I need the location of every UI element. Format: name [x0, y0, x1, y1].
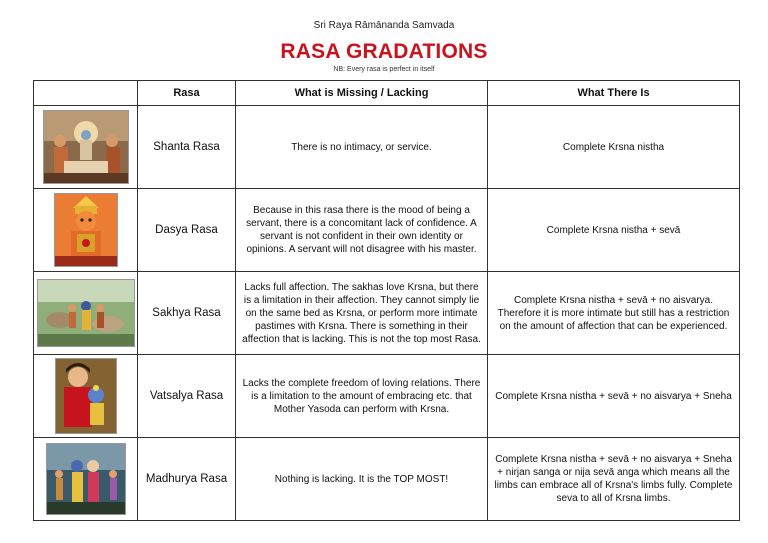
table-row [34, 272, 740, 355]
dasya-rasa-hanuman-painting-icon [54, 193, 118, 267]
column-header-image [34, 81, 138, 106]
has-text: Complete Krsna nistha [488, 106, 740, 189]
has-text: Complete Krsna nistha + sevā + no aisvarya. Therefore it is more intimate but still has a restriction on the amount of affection that can be experienced. [488, 272, 740, 355]
sakhya-rasa-cowherd-painting-icon [37, 279, 135, 347]
page-note: NB: Every rasa is perfect in itself [333, 66, 435, 73]
missing-text: Lacks full affection. The sakhas love Krsna, but there is a limitation in their affection. They cannot simply lie on the same bed as Krsna, or perform more intimate pastimes with Krsna. There is something in their affection that is lacking. This is not the top most Rasa. [236, 272, 488, 355]
page-title: RASA GRADATIONS [280, 40, 488, 63]
has-text: Complete Krsna nistha + sevā + no aisvarya + Sneha [488, 355, 740, 438]
shanta-rasa-painting-icon [43, 110, 129, 184]
missing-text: Nothing is lacking. It is the TOP MOST! [236, 438, 488, 521]
image-cell [34, 106, 138, 189]
rasa-name: Vatsalya Rasa [138, 355, 236, 438]
table-row [34, 189, 740, 272]
table-row [34, 438, 740, 521]
has-text: Complete Krsna nistha + sevā [488, 189, 740, 272]
image-cell [34, 438, 138, 521]
table-header-row [34, 81, 740, 106]
missing-text: Lacks the complete freedom of loving relations. There is a limitation to the amount of embracing etc. that Mother Yasoda can perform with Krsna. [236, 355, 488, 438]
rasa-name: Sakhya Rasa [138, 272, 236, 355]
column-header-has: What There Is [488, 81, 740, 106]
madhurya-rasa-radha-krsna-painting-icon [46, 443, 126, 515]
image-cell [34, 272, 138, 355]
table-row [34, 106, 740, 189]
image-cell [34, 189, 138, 272]
rasa-name: Shanta Rasa [138, 106, 236, 189]
missing-text: Because in this rasa there is the mood of being a servant, there is a concomitant lack of confidence. A servant is not confident in their own identity or opinions. A servant will not disagree with his master. [236, 189, 488, 272]
vatsalya-rasa-yasoda-painting-icon [55, 358, 117, 434]
rasa-table [33, 80, 740, 521]
page-subtitle: Sri Raya Rāmānanda Samvada [313, 20, 455, 31]
rasa-name: Dasya Rasa [138, 189, 236, 272]
column-header-rasa: Rasa [138, 81, 236, 106]
image-cell [34, 355, 138, 438]
table-row [34, 355, 740, 438]
rasa-name: Madhurya Rasa [138, 438, 236, 521]
column-header-missing: What is Missing / Lacking [236, 81, 488, 106]
missing-text: There is no intimacy, or service. [236, 106, 488, 189]
has-text: Complete Krsna nistha + sevā + no aisvarya + Sneha + nirjan sanga or nija sevā anga which means all the limbs can embrace all of Krsna's limbs fully. Complete seva to all of Krsna limbs. [488, 438, 740, 521]
